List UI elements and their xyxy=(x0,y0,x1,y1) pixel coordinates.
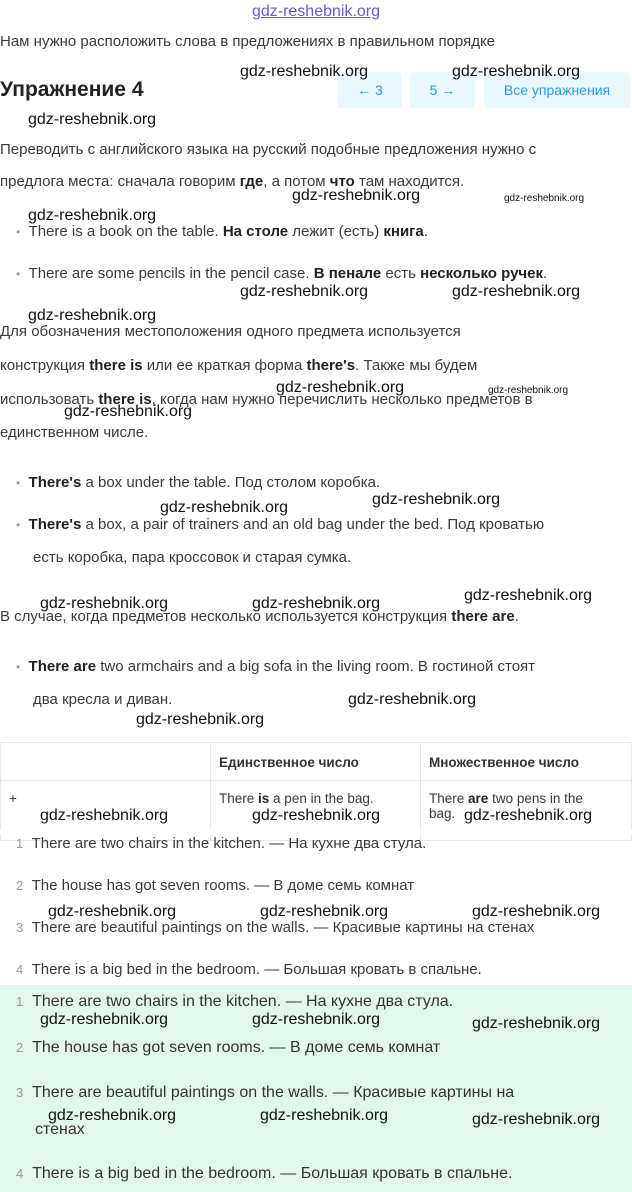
header-plural: Множественное число xyxy=(421,743,632,781)
watermark: gdz-reshebnik.org xyxy=(260,903,389,920)
paragraph-1-line-2: предлога места: сначала говорим где, а потом что там находится. xyxy=(0,173,465,190)
cell-singular: There is a pen in the bag. xyxy=(211,781,421,841)
watermark: gdz-reshebnik.org xyxy=(348,691,477,708)
list-item: 4 There is a big bed in the bedroom. — Большая кровать в спальне. xyxy=(16,961,482,978)
bullet-2: • There are some pencils in the pencil case. В пенале есть несколько ручек. xyxy=(16,265,548,282)
answer-item: 4 There is a big bed in the bedroom. — Большая кровать в спальне. xyxy=(16,1165,513,1182)
next-exercise-button[interactable]: 5 → xyxy=(410,72,475,108)
bullet-5: • There are two armchairs and a big sofa in the living room. В гостиной стоят xyxy=(16,658,536,675)
bullet-4-line-2: есть коробка, пара кроссовок и старая сумка. xyxy=(33,549,352,566)
prev-exercise-button[interactable]: ← 3 xyxy=(338,72,402,108)
watermark: gdz-reshebnik.org xyxy=(40,807,169,824)
answer-item-continued: стенах xyxy=(35,1121,85,1138)
header-singular: Единственное число xyxy=(211,743,421,781)
paragraph-2-line-4: единственном числе. xyxy=(0,424,149,441)
watermark: gdz-reshebnik.org xyxy=(28,111,157,128)
page-title: Упражнение 4 xyxy=(0,78,144,101)
watermark: gdz-reshebnik.org xyxy=(292,187,421,204)
watermark: gdz-reshebnik.org xyxy=(472,1111,601,1128)
table-header-row xyxy=(1,743,632,781)
site-link[interactable]: gdz-reshebnik.org xyxy=(251,3,381,20)
all-exercises-button[interactable]: Все упражнения xyxy=(484,72,630,108)
bullet-4: • There's a box, a pair of trainers and an old bag under the bed. Под кроватью xyxy=(16,516,545,533)
watermark: gdz-reshebnik.org xyxy=(240,63,369,80)
list-item: 1 There are two chairs in the kitchen. — На кухне два стула. xyxy=(16,835,427,852)
list-item: 3 There are beautiful paintings on the walls. — Красивые картины на стенах xyxy=(16,919,535,936)
paragraph-3: В случае, когда предметов несколько используется конструкция there are. xyxy=(0,608,519,625)
watermark: gdz-reshebnik.org xyxy=(28,207,157,224)
watermark: gdz-reshebnik.org xyxy=(464,587,593,604)
answer-item: 1 There are two chairs in the kitchen. — На кухне два стула. xyxy=(16,993,454,1010)
watermark: gdz-reshebnik.org xyxy=(136,711,265,728)
paragraph-1-line-1: Переводить с английского языка на русский подобные предложения нужно с xyxy=(0,141,537,158)
bullet-3: • There's a box under the table. Под столом коробка. xyxy=(16,474,381,491)
watermark: gdz-reshebnik.org xyxy=(40,595,169,612)
watermark: gdz-reshebnik.org xyxy=(472,903,601,920)
paragraph-2-line-1: Для обозначения местоположения одного предмета используется xyxy=(0,323,461,340)
cell-sign: + xyxy=(1,781,211,841)
watermark: gdz-reshebnik.org xyxy=(40,1011,169,1028)
bullet-5-line-2: два кресла и диван. xyxy=(33,691,173,708)
watermark: gdz-reshebnik.org xyxy=(160,499,289,516)
watermark: gdz-reshebnik.org xyxy=(372,491,501,508)
watermark: gdz-reshebnik.org xyxy=(48,1107,177,1124)
answer-item: 3 There are beautiful paintings on the walls. — Красивые картины на xyxy=(16,1084,515,1101)
watermark: gdz-reshebnik.org xyxy=(276,379,405,396)
watermark: gdz-reshebnik.org xyxy=(452,63,581,80)
cell-plural: There are two pens in the bag. xyxy=(421,781,632,841)
table-cutoff xyxy=(0,830,632,834)
bullet-1: • There is a book on the table. На столе лежит (есть) книга. xyxy=(16,223,428,240)
watermark: gdz-reshebnik.org xyxy=(252,1011,381,1028)
watermark: gdz-reshebnik.org xyxy=(252,807,381,824)
watermark: gdz-reshebnik.org xyxy=(472,1015,601,1032)
paragraph-2-line-3: использовать there is, когда нам нужно перечислить несколько предметов в xyxy=(0,391,533,408)
watermark: gdz-reshebnik.org xyxy=(464,807,593,824)
watermark: gdz-reshebnik.org xyxy=(64,403,193,420)
watermark: gdz-reshebnik.org xyxy=(48,903,177,920)
watermark: gdz-reshebnik.org xyxy=(28,307,157,324)
watermark: gdz-reshebnik.org xyxy=(452,283,581,300)
watermark: gdz-reshebnik.org xyxy=(240,283,369,300)
paragraph-2-line-2: конструкция there is или ее краткая форма there's. Также мы будем xyxy=(0,357,478,374)
watermark: gdz-reshebnik.org xyxy=(504,193,585,204)
intro-text: Нам нужно расположить слова в предложениях в правильном порядке xyxy=(0,33,496,50)
watermark: gdz-reshebnik.org xyxy=(260,1107,389,1124)
grammar-table xyxy=(0,742,632,841)
watermark: gdz-reshebnik.org xyxy=(488,385,569,396)
watermark: gdz-reshebnik.org xyxy=(252,595,381,612)
list-item: 2 The house has got seven rooms. — В доме семь комнат xyxy=(16,877,415,894)
answer-item: 2 The house has got seven rooms. — В доме семь комнат xyxy=(16,1039,441,1056)
